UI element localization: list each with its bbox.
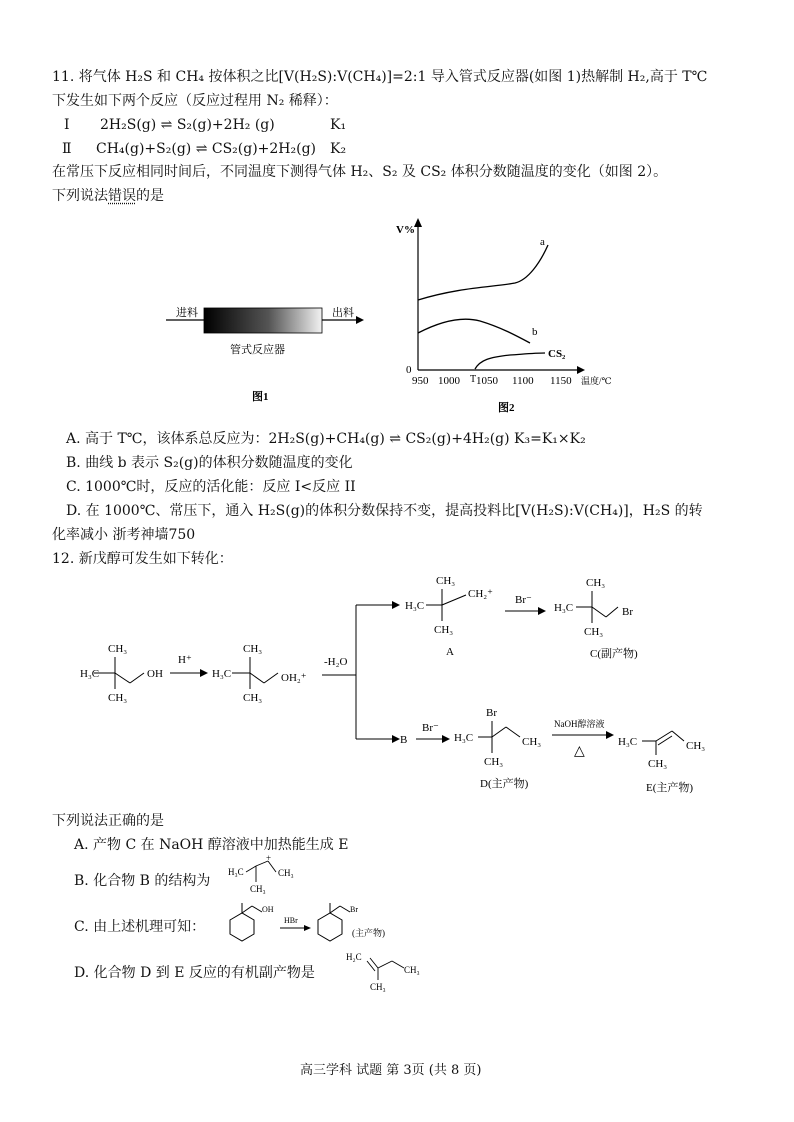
- svg-text:HBr: HBr: [284, 916, 298, 925]
- reaction-2-k: K₂: [330, 141, 347, 157]
- label-c: C(副产物): [590, 648, 638, 660]
- q11-option-b: B. 曲线 b 表示 S₂(g)的体积分数随温度的变化: [66, 455, 353, 471]
- svg-text:CH₃: CH₃: [484, 756, 504, 768]
- reaction-1-label: Ⅰ: [64, 117, 70, 133]
- svg-text:OH: OH: [147, 668, 163, 680]
- svg-text:CH₃: CH₃: [370, 982, 386, 992]
- reaction-2-equation: CH₄(g)+S₂(g) ⇌ CS₂(g)+2H₂(g): [96, 141, 317, 157]
- x-ticks: [412, 375, 572, 387]
- svg-text:Br: Br: [486, 707, 497, 719]
- q11-stem-line1: 11. 将气体 H₂S 和 CH₄ 按体积之比[V(H₂S):V(CH₄)]=2:1 导入管式反应器(如图 1)热解制 H₂,高于 T℃: [52, 69, 708, 85]
- x-tick: 950: [412, 375, 429, 387]
- svg-text:+: +: [266, 854, 272, 863]
- x-tick: 1000: [438, 375, 460, 387]
- curve-b-label: b: [532, 326, 538, 338]
- svg-text:CH₃: CH₃: [243, 643, 263, 655]
- reaction-1-equation: 2H₂S(g) ⇌ S₂(g)+2H₂ (g): [100, 117, 275, 133]
- q11-option-d-line2: 化率减小 浙考神墙750: [52, 527, 196, 543]
- q12-prompt: 下列说法正确的是: [52, 813, 164, 829]
- curve-a: [418, 245, 548, 300]
- label-d: D(主产物): [480, 778, 529, 790]
- svg-text:CH₃: CH₃: [243, 692, 263, 704]
- svg-text:△: △: [574, 744, 585, 759]
- curve-b: [418, 319, 530, 343]
- q11-prompt-a: 下列说法: [52, 188, 108, 204]
- x-tick: 1100: [512, 375, 534, 387]
- svg-text:CH₃: CH₃: [108, 643, 128, 655]
- q11-stem-line6: [52, 187, 164, 205]
- q12-option-d: D. 化合物 D 到 E 反应的有机副产物是: [74, 965, 315, 981]
- q12-stem: 12. 新戊醇可发生如下转化：: [52, 551, 233, 567]
- x-tick: 1150: [550, 375, 572, 387]
- outlet-label: 出料: [332, 307, 354, 319]
- product-d: [454, 707, 541, 790]
- h-plus-reagent: H⁺: [178, 654, 192, 666]
- q11-prompt-c: 的是: [136, 188, 164, 204]
- svg-text:H₂C: H₂C: [346, 952, 362, 962]
- origin-label: 0: [406, 364, 412, 376]
- q12-reaction-scheme: [60, 565, 750, 805]
- q12-option-b: B. 化合物 B 的结构为: [74, 873, 211, 889]
- feed-label: 进料: [176, 307, 198, 319]
- t-marker-label: T: [470, 374, 477, 385]
- figure-1-reactor: [160, 300, 380, 410]
- svg-text:H₃C: H₃C: [228, 867, 244, 877]
- svg-text:CH₃: CH₃: [278, 868, 294, 878]
- neopentyl-alcohol: [80, 643, 163, 704]
- svg-text:CH₃: CH₃: [522, 736, 542, 748]
- svg-text:CH₃: CH₃: [250, 884, 266, 894]
- svg-text:H₃C: H₃C: [454, 732, 474, 744]
- x-axis-label: 温度/℃: [581, 376, 612, 386]
- svg-text:Br: Br: [350, 905, 358, 914]
- page-footer: 高三学科 试题 第 3页 (共 8 页): [300, 1063, 482, 1078]
- svg-text:CH₃: CH₃: [586, 577, 606, 589]
- svg-text:CH₃: CH₃: [648, 758, 668, 770]
- figure-2-chart: [390, 215, 640, 415]
- label-a: A: [446, 646, 454, 658]
- svg-text:CH₃: CH₃: [434, 624, 454, 636]
- reactor-tube: [204, 308, 322, 333]
- q11-stem-line2: 下发生如下两个反应（反应过程用 N₂ 稀释）：: [52, 93, 338, 109]
- curve-a-label: a: [540, 236, 545, 248]
- svg-text:H₃C: H₃C: [554, 602, 574, 614]
- svg-text:CH₃: CH₃: [108, 692, 128, 704]
- product-e: [618, 731, 705, 794]
- svg-text:(主产物): (主产物): [352, 928, 385, 938]
- figure-1-caption: 图1: [252, 391, 269, 403]
- svg-text:H₃C: H₃C: [618, 736, 638, 748]
- q11-option-d-line1: D. 在 1000℃、常压下，通入 H₂S(g)的体积分数保持不变，提高投料比[V(H₂S):V(CH₄)]，H₂S 的转: [66, 503, 703, 519]
- option-b-structure: [226, 854, 306, 894]
- svg-text:CH₃: CH₃: [686, 740, 706, 752]
- svg-text:CH₂⁺: CH₂⁺: [468, 588, 493, 600]
- svg-text:CH₃: CH₃: [404, 965, 420, 975]
- svg-text:NaOH醇溶液: NaOH醇溶液: [554, 719, 605, 729]
- svg-text:Br⁻: Br⁻: [515, 594, 532, 606]
- curve-cs2: [475, 353, 545, 369]
- oxonium-ion: [212, 643, 307, 704]
- y-axis-label: V%: [396, 224, 415, 236]
- product-c: [554, 577, 638, 660]
- svg-text:H₃C: H₃C: [405, 600, 425, 612]
- label-e: E(主产物): [646, 782, 694, 794]
- reaction-2-label: Ⅱ: [62, 141, 72, 157]
- svg-text:H₃C: H₃C: [80, 668, 100, 680]
- reactor-label: 管式反应器: [230, 344, 285, 356]
- svg-text:H₃C: H₃C: [212, 668, 232, 680]
- q11-stem-line5: 在常压下反应相同时间后，不同温度下测得气体 H₂、S₂ 及 CS₂ 体积分数随温度的变化（如图 2）。: [52, 164, 668, 180]
- svg-text:OH: OH: [262, 905, 274, 914]
- q12-option-a: A. 产物 C 在 NaOH 醇溶液中加热能生成 E: [74, 837, 349, 853]
- figure-2-caption: 图2: [498, 402, 515, 414]
- q11-option-c: C. 1000℃时，反应的活化能：反应 I<反应 II: [66, 479, 356, 495]
- curve-cs2-label: CS₂: [548, 348, 566, 360]
- option-d-structure: [344, 948, 434, 992]
- option-c-mechanism: [222, 898, 412, 954]
- q12-option-c: C. 由上述机理可知：: [74, 919, 206, 935]
- q11-option-a: A. 高于 T℃，该体系总反应为：2H₂S(g)+CH₄(g) ⇌ CS₂(g)+4H₂(g) K₃=K₁×K₂: [66, 431, 586, 447]
- svg-text:Br⁻: Br⁻: [422, 722, 439, 734]
- intermediate-a: [405, 575, 493, 658]
- svg-text:CH₃: CH₃: [436, 575, 456, 587]
- svg-text:Br: Br: [622, 606, 633, 618]
- svg-text:CH₃: CH₃: [584, 626, 604, 638]
- minus-h2o-label: -H₂O: [324, 656, 348, 668]
- q11-prompt-emphasis: 错误: [108, 188, 136, 204]
- reaction-1-k: K₁: [330, 117, 347, 133]
- label-b: B: [400, 734, 408, 746]
- x-tick: 1050: [476, 375, 498, 387]
- svg-text:OH₂⁺: OH₂⁺: [281, 672, 307, 684]
